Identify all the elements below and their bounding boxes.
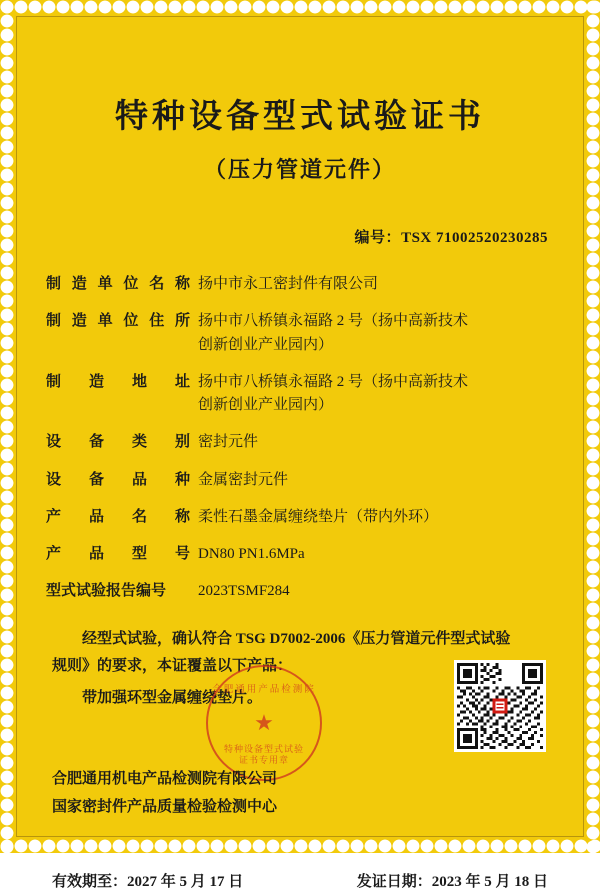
certificate-number-label: 编号： xyxy=(354,230,402,246)
issue-date xyxy=(357,870,548,891)
field-row xyxy=(46,469,554,492)
qr-code-icon xyxy=(454,660,546,752)
field-row xyxy=(46,273,554,296)
field-value-line1: 扬中市永工密封件有限公司 xyxy=(198,276,379,292)
field-value-line1: 扬中市八桥镇永福路 2 号（扬中高新技术 xyxy=(198,313,469,330)
field-label: 制造地址 xyxy=(46,373,190,390)
field-value: 柔性石墨金属缠绕垫片（带内外环） xyxy=(198,508,439,525)
field-value-line2: 创新创业产业园内） xyxy=(198,397,334,413)
field-row xyxy=(46,506,554,529)
field-label: 制造单位住所 xyxy=(46,313,190,330)
valid-until xyxy=(52,870,243,891)
field-row xyxy=(46,310,554,357)
valid-until-value: 2027 年 5 月 17 日 xyxy=(127,873,244,890)
field-label: 设备类别 xyxy=(46,434,190,451)
field-value xyxy=(198,371,554,418)
page-title: 特种设备型式试验证书 xyxy=(115,96,485,135)
statement-covered-product: 带加强环型金属缠绕垫片。 xyxy=(82,690,263,706)
star-icon: ★ xyxy=(254,710,274,735)
seal-bottom-line-1: 特种设备型式试验 xyxy=(223,743,304,754)
issuer-block xyxy=(46,765,554,822)
seal-arc-text: 合肥通用产品检测院 xyxy=(212,685,316,695)
issuer-line-1: 合肥通用机电产品检测院有限公司 xyxy=(52,770,278,787)
scallop-border-right xyxy=(586,0,600,853)
issue-date-value: 2023 年 5 月 18 日 xyxy=(431,873,548,890)
field-row xyxy=(46,371,554,418)
field-value: DN80 PN1.6MPa xyxy=(198,546,305,562)
field-value xyxy=(198,273,554,296)
dates-row xyxy=(46,870,554,891)
statement-line-2: 规则》的要求，本证覆盖以下产品： xyxy=(52,658,293,675)
field-row xyxy=(46,431,554,454)
field-value: 2023TSMF284 xyxy=(198,583,290,600)
valid-until-label: 有效期至： xyxy=(52,873,128,890)
qr-code-svg xyxy=(457,663,543,749)
scallop-border-left xyxy=(0,0,14,853)
field-row xyxy=(46,580,554,603)
scallop-border-bottom xyxy=(0,839,600,853)
field-label: 型式试验报告编号 xyxy=(46,583,167,600)
seal-bottom-text xyxy=(208,744,320,767)
field-label: 产品名称 xyxy=(46,508,190,525)
page-subtitle: （压力管道元件） xyxy=(203,157,396,183)
certificate-number-value: TSX 71002520230285 xyxy=(401,230,548,246)
field-value: 密封元件 xyxy=(198,434,259,451)
field-list xyxy=(46,273,554,604)
certificate-content xyxy=(46,40,554,890)
field-value xyxy=(198,310,554,357)
field-value: 金属密封元件 xyxy=(198,471,289,488)
field-value-line2: 创新创业产业园内） xyxy=(198,336,334,353)
field-label: 制造单位名称 xyxy=(46,276,190,292)
seal-bottom-line-2: 证书专用章 xyxy=(238,755,289,766)
scallop-border-top xyxy=(0,0,600,14)
field-row xyxy=(46,543,554,566)
certificate-number xyxy=(46,226,554,247)
statement-line-1: 经型式试验，确认符合 TSG D7002-2006《压力管道元件型式试验 xyxy=(82,630,511,647)
official-seal-stamp xyxy=(206,665,322,781)
field-label: 产品型号 xyxy=(46,546,190,562)
issuer-line-2: 国家密封件产品质量检验检测中心 xyxy=(52,799,278,816)
field-value-line1: 扬中市八桥镇永福路 2 号（扬中高新技术 xyxy=(198,373,469,390)
issue-date-label: 发证日期： xyxy=(356,873,432,890)
field-label: 设备品种 xyxy=(46,471,190,488)
